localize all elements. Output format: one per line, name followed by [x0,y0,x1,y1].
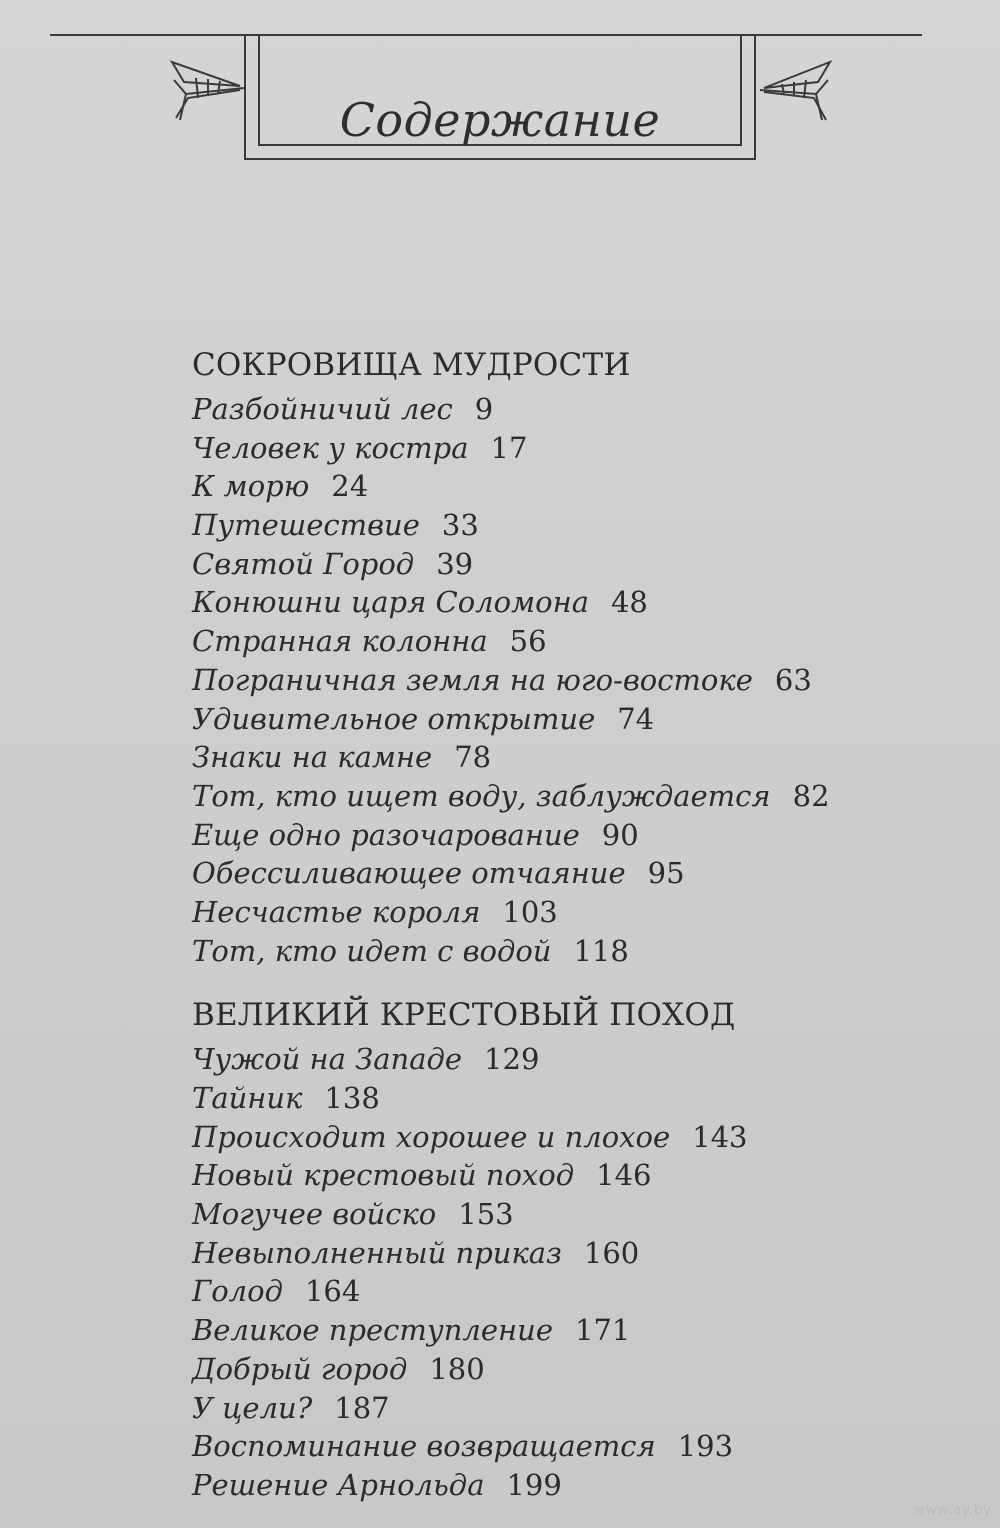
toc-entry [192,661,952,700]
toc-entry [192,1040,952,1079]
entry-page: 199 [506,1467,562,1502]
entry-page: 48 [610,585,648,620]
toc-entry [192,893,952,932]
toc-entry [192,932,952,971]
entry-page: 171 [575,1313,631,1348]
entry-page: 90 [601,817,639,852]
entry-title: Разбойничий лес [192,392,453,426]
entry-page: 138 [324,1081,380,1115]
toc-entry [192,1118,952,1157]
arrow-left-icon [758,58,838,128]
entry-title: Решение Арнольда [192,1467,485,1502]
table-of-contents [192,340,952,1505]
entry-title: Пограничная земля на юго-востоке [192,662,753,697]
toc-entry [192,1195,952,1234]
entry-title: У цели? [192,1390,313,1425]
entry-title: Тот, кто ищет воду, заблуждается [192,778,771,813]
toc-entry [192,429,952,468]
toc-entry [192,1311,952,1350]
entry-title: Добрый город [192,1351,408,1386]
entry-title: Тот, кто идет с водой [192,933,552,968]
toc-entry [192,467,952,506]
entry-title: Святой Город [192,546,415,581]
toc-entry [192,1079,952,1118]
entry-page: 160 [583,1235,640,1270]
entry-title: Человек у костра [192,430,469,465]
toc-entry [192,1389,952,1428]
entry-title: Могучее войско [192,1197,437,1232]
entry-title: Путешествие [192,508,420,543]
toc-entry [192,1234,952,1273]
entry-title: Невыполненный приказ [192,1235,562,1270]
toc-entry [192,1466,952,1505]
title-frame [244,34,756,160]
toc-entry [192,1272,952,1311]
entry-page: 24 [331,469,369,504]
entry-page: 146 [596,1158,652,1193]
entry-title: Знаки на камне [192,740,433,775]
entry-title: Конюшни царя Соломона [192,585,589,620]
entry-title: Воспоминание возвращается [192,1429,656,1464]
entry-page: 78 [454,740,492,775]
toc-entry [192,777,952,816]
entry-page: 180 [429,1351,485,1386]
toc-entry [192,506,952,545]
toc-entry [192,1427,952,1466]
entry-title: Удивительное открытие [192,701,596,736]
page-title: Содержание [339,93,661,147]
entry-title: Голод [192,1274,283,1309]
entry-page: 9 [474,392,494,426]
toc-entry [192,545,952,584]
toc-entry [192,700,952,739]
entry-page: 187 [334,1390,390,1425]
entry-title: Странная колонна [192,624,488,659]
entry-page: 95 [647,856,685,891]
entry-page: 153 [458,1197,514,1232]
entry-page: 118 [573,933,629,968]
toc-entry [192,854,952,893]
entry-title: Несчастье короля [192,894,481,929]
entry-title: Новый крестовый поход [192,1158,575,1193]
toc-entry [192,583,952,622]
entry-title: К морю [192,469,310,504]
toc-entry [192,1156,952,1195]
toc-entry [192,738,952,777]
entry-page: 63 [774,662,812,697]
toc-entry [192,816,952,855]
section-2 [192,990,952,1504]
entry-page: 33 [441,508,479,543]
section-1 [192,340,952,970]
toc-entry [192,622,952,661]
entry-page: 82 [792,778,830,813]
entry-title: Происходит хорошее и плохое [192,1119,671,1154]
section-heading: СОКРОВИЩА МУДРОСТИ [192,347,631,383]
toc-entry [192,390,952,429]
entry-page: 39 [436,546,474,581]
entry-page: 103 [502,894,558,929]
entry-page: 193 [677,1429,734,1464]
entry-page: 56 [509,624,547,659]
watermark: www.ay.by [914,1503,992,1518]
entry-page: 129 [484,1042,540,1077]
entry-title: Чужой на Западе [192,1042,463,1077]
toc-entry [192,1350,952,1389]
entry-title: Тайник [192,1081,303,1115]
entry-page: 74 [617,701,655,736]
section-heading: ВЕЛИКИЙ КРЕСТОВЫЙ ПОХОД [192,997,736,1034]
entry-title: Обессиливающее отчаяние [192,856,626,891]
entry-page: 164 [304,1274,361,1309]
entry-title: Еще одно разочарование [192,817,580,852]
entry-title: Великое преступление [192,1313,553,1348]
arrow-right-icon [166,58,246,128]
entry-page: 143 [692,1119,748,1154]
entry-page: 17 [490,430,528,465]
